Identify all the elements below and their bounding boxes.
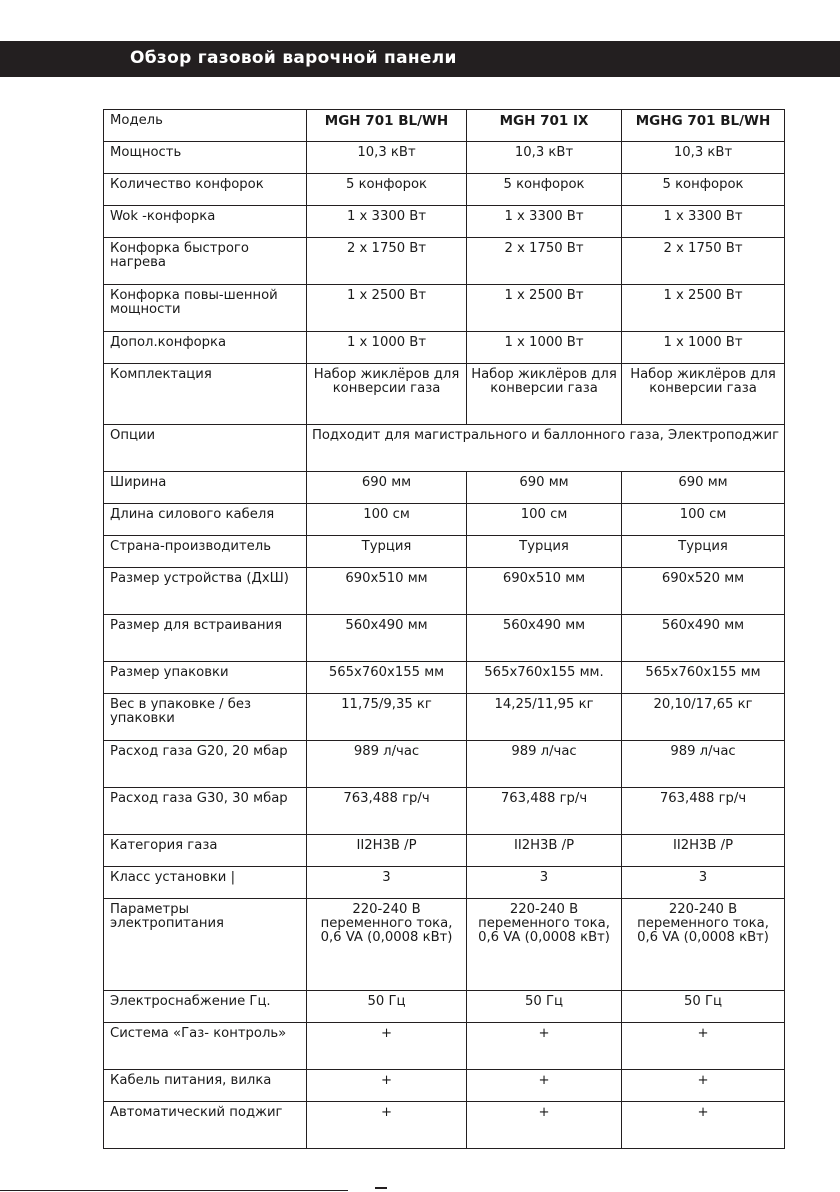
value-cell: Турция [467,536,622,568]
value-cell: 3 [467,867,622,899]
value-cell: 690x510 мм [467,568,622,615]
row-label-cell: Допол.конфорка [104,332,307,364]
page-title: Обзор газовой варочной панели [130,48,457,68]
value-cell: 2 x 1750 Вт [622,238,785,285]
value-cell: 5 конфорок [307,174,467,206]
value-cell: 565x760x155 мм [622,662,785,694]
table-row [104,425,785,472]
value-cell: 11,75/9,35 кг [307,694,467,741]
value-cell: Турция [622,536,785,568]
value-cell: + [307,1102,467,1149]
table-row [104,364,785,425]
row-label-cell: Комплектация [104,364,307,425]
table-row [104,1023,785,1070]
row-label-cell: Расход газа G30, 30 мбар [104,788,307,835]
row-label-cell: Размер упаковки [104,662,307,694]
value-cell: 220-240 В переменного тока, 0,6 VA (0,0008 кВт) [307,899,467,991]
value-cell: II2H3B /P [622,835,785,867]
table-row [104,615,785,662]
value-cell: 989 л/час [622,741,785,788]
row-label-cell: Опции [104,425,307,472]
table-header-row [104,110,785,142]
row-label-cell: Размер для встраивания [104,615,307,662]
value-cell: 10,3 кВт [307,142,467,174]
table-row [104,1102,785,1149]
model-header-cell: MGHG 701 BL/WH [622,110,785,142]
value-cell: 763,488 гр/ч [467,788,622,835]
value-cell: 690x510 мм [307,568,467,615]
value-cell: Набор жиклёров для конверсии газа [622,364,785,425]
value-cell: 1 x 3300 Вт [622,206,785,238]
header-label-cell: Модель [104,110,307,142]
value-cell: 989 л/час [467,741,622,788]
value-cell: + [307,1023,467,1070]
value-cell: 2 x 1750 Вт [307,238,467,285]
row-label-cell: Размер устройства (ДхШ) [104,568,307,615]
value-cell: + [467,1102,622,1149]
value-cell: 10,3 кВт [467,142,622,174]
value-cell: 690 мм [622,472,785,504]
table-row [104,504,785,536]
value-cell: 50 Гц [622,991,785,1023]
row-label-cell: Конфорка повы-шенной мощности [104,285,307,332]
spec-table [103,109,785,1149]
value-cell: 1 x 3300 Вт [307,206,467,238]
value-cell: 560x490 мм [467,615,622,662]
table-row [104,174,785,206]
value-cell: 220-240 В переменного тока, 0,6 VA (0,0008 кВт) [622,899,785,991]
value-cell: 10,3 кВт [622,142,785,174]
row-label-cell: Кабель питания, вилка [104,1070,307,1102]
table-row [104,694,785,741]
row-label-cell: Вес в упаковке / без упаковки [104,694,307,741]
value-cell: II2H3B /P [307,835,467,867]
page-marker [375,1187,387,1189]
table-row [104,867,785,899]
value-cell: 1 x 1000 Вт [307,332,467,364]
row-label-cell: Категория газа [104,835,307,867]
value-cell: + [622,1102,785,1149]
value-cell: 2 x 1750 Вт [467,238,622,285]
value-cell: 100 см [467,504,622,536]
value-cell: 1 x 1000 Вт [622,332,785,364]
table-row [104,536,785,568]
row-label-cell: Автоматический поджиг [104,1102,307,1149]
value-cell: Набор жиклёров для конверсии газа [307,364,467,425]
value-cell: + [622,1070,785,1102]
value-cell: 5 конфорок [622,174,785,206]
value-cell: 560x490 мм [622,615,785,662]
value-cell: + [307,1070,467,1102]
value-cell: 690x520 мм [622,568,785,615]
row-label-cell: Wok -конфорка [104,206,307,238]
value-cell: Набор жиклёров для конверсии газа [467,364,622,425]
value-cell: 763,488 гр/ч [622,788,785,835]
table-row [104,332,785,364]
value-cell: 3 [307,867,467,899]
row-label-cell: Конфорка быстрого нагрева [104,238,307,285]
value-cell: 1 x 2500 Вт [622,285,785,332]
table-row [104,206,785,238]
table-row [104,285,785,332]
row-label-cell: Параметры электропитания [104,899,307,991]
value-cell: 763,488 гр/ч [307,788,467,835]
model-header-cell: MGH 701 IX [467,110,622,142]
row-label-cell: Расход газа G20, 20 мбар [104,741,307,788]
value-cell: 3 [622,867,785,899]
table-row [104,741,785,788]
value-cell: 20,10/17,65 кг [622,694,785,741]
value-cell: + [467,1023,622,1070]
value-cell: 565x760x155 мм [307,662,467,694]
value-cell: 1 x 1000 Вт [467,332,622,364]
table-row [104,1070,785,1102]
row-label-cell: Система «Газ- контроль» [104,1023,307,1070]
table-row [104,835,785,867]
value-cell: 5 конфорок [467,174,622,206]
row-label-cell: Мощность [104,142,307,174]
value-cell: 1 x 2500 Вт [467,285,622,332]
table-row [104,142,785,174]
row-label-cell: Класс установки | [104,867,307,899]
footer-rule [0,1190,348,1191]
table-row [104,788,785,835]
value-cell: 14,25/11,95 кг [467,694,622,741]
value-cell: 100 см [622,504,785,536]
value-cell: 560x490 мм [307,615,467,662]
value-cell: 100 см [307,504,467,536]
value-cell: + [467,1070,622,1102]
value-cell: 1 x 2500 Вт [307,285,467,332]
table-row [104,238,785,285]
value-cell: 565x760x155 мм. [467,662,622,694]
row-label-cell: Количество конфорок [104,174,307,206]
table-row [104,568,785,615]
row-label-cell: Ширина [104,472,307,504]
value-cell: II2H3B /P [467,835,622,867]
table-row [104,662,785,694]
row-label-cell: Страна-производитель [104,536,307,568]
value-cell: 690 мм [467,472,622,504]
row-label-cell: Длина силового кабеля [104,504,307,536]
value-cell: + [622,1023,785,1070]
value-cell: Турция [307,536,467,568]
value-cell: 220-240 В переменного тока, 0,6 VA (0,0008 кВт) [467,899,622,991]
table-row [104,472,785,504]
section-header-bar [0,41,840,77]
table-row [104,899,785,991]
merged-value-cell: Подходит для магистрального и баллонного газа, Электроподжиг [307,425,785,472]
model-header-cell: MGH 701 BL/WH [307,110,467,142]
value-cell: 989 л/час [307,741,467,788]
value-cell: 50 Гц [467,991,622,1023]
table-row [104,991,785,1023]
value-cell: 1 x 3300 Вт [467,206,622,238]
row-label-cell: Электроснабжение Гц. [104,991,307,1023]
value-cell: 690 мм [307,472,467,504]
value-cell: 50 Гц [307,991,467,1023]
